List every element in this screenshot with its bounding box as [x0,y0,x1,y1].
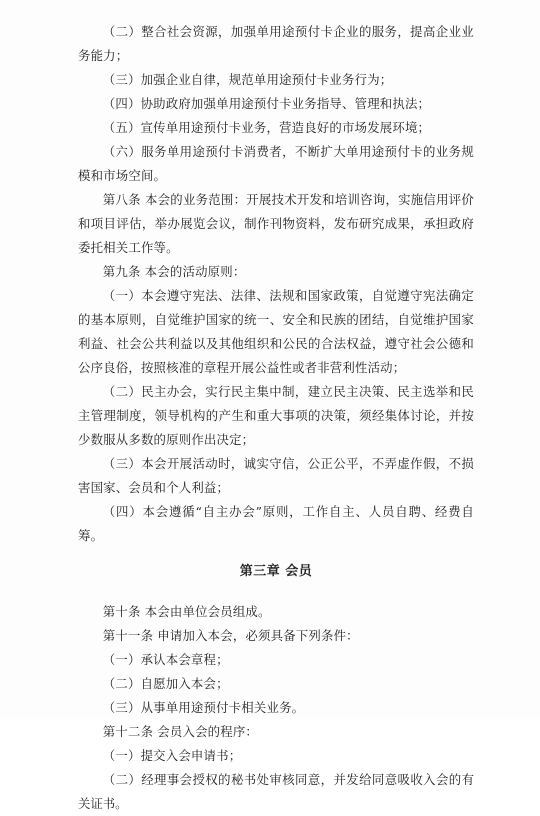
paragraph: （三）从事单用途预付卡相关业务。 [102,700,305,715]
paragraph: （二）经理事会授权的秘书处审核同意，并发给同意吸收入会的有关证书。 [78,772,474,811]
paragraph: （一）提交入会申请书； [102,748,242,763]
article-9: 第九条 本会的活动原则： [102,264,246,279]
article-12: 第十二条 会员入会的程序： [102,724,259,739]
paragraph: （四）协助政府加强单用途预付卡业务指导、管理和执法； [102,96,431,111]
paragraph: （二）整合社会资源，加强单用途预付卡企业的服务，提高企业业务能力； [78,24,474,63]
paragraph: （六）服务单用途预付卡消费者，不断扩大单用途预付卡的业务规模和市场空间。 [78,144,474,183]
paragraph: （二）自愿加入本会； [102,676,229,691]
document-body [78,20,474,816]
paragraph: （二）民主办会，实行民主集中制，建立民主决策、民主选举和民主管理制度，领导机构的产生和重大事项的决策，须经集体讨论，并按少数服从多数的原则作出决定； [78,384,474,447]
chapter-heading: 第三章 会员 [239,564,313,579]
paragraph: （四）本会遵循“自主办会”原则，工作自主、人员自聘、经费自筹。 [78,504,474,543]
paragraph: （三）加强企业自律，规范单用途预付卡业务行为； [102,72,393,87]
paragraph: （一）承认本会章程； [102,652,229,667]
article-8: 第八条 本会的业务范围：开展技术开发和培训咨询，实施信用评价和项目评估，举办展览会议，制作刊物资料，发布研究成果，承担政府委托相关工作等。 [78,192,474,255]
article-10: 第十条 本会由单位会员组成。 [102,604,271,619]
paragraph: （三）本会开展活动时，诚实守信，公正公平，不弄虚作假，不损害国家、会员和个人利益； [78,456,474,495]
paragraph: （一）本会遵守宪法、法律、法规和国家政策，自觉遵守宪法确定的基本原则，自觉维护国家的统一、安全和民族的团结，自觉维护国家利益、社会公共利益以及其他组织和公民的合法权益，遵守社会公德和公序良俗，按照核准的章程开展公益性或者非营利性活动； [78,288,474,375]
article-11: 第十一条 申请加入本会，必须具备下列条件： [102,628,359,643]
paragraph: （五）宣传单用途预付卡业务，营造良好的市场发展环境； [102,120,431,135]
